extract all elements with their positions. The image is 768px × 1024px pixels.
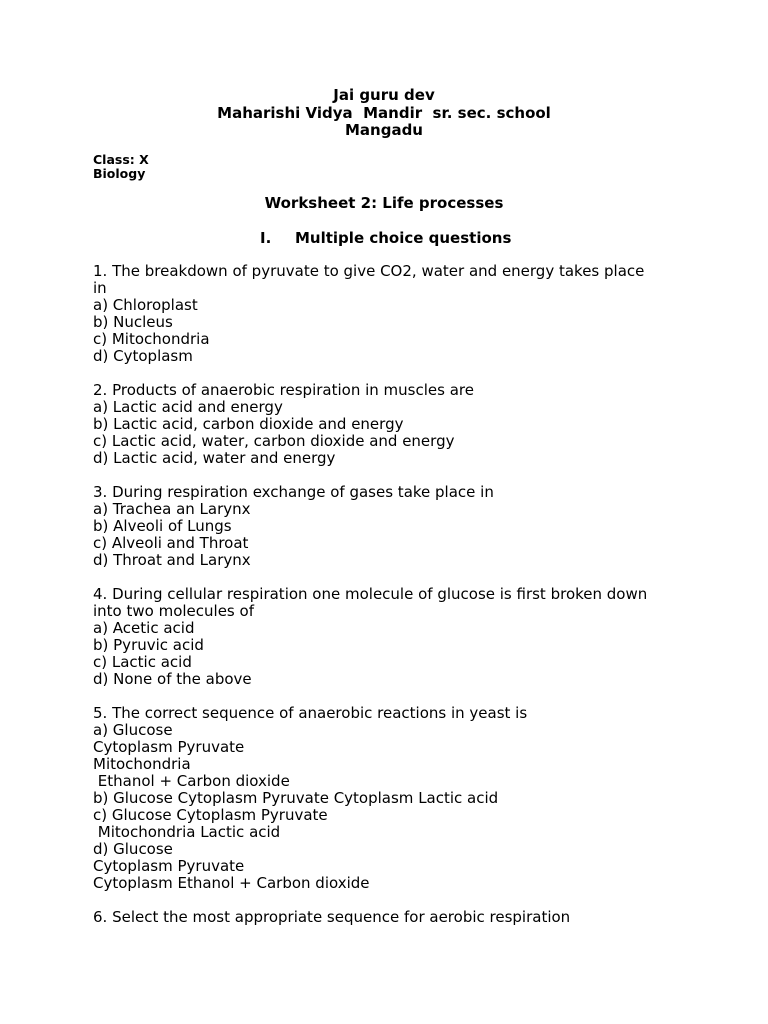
answer-option: b) Pyruvic acid xyxy=(93,636,204,654)
question-text: 4. During cellular respiration one molecule of glucose is first broken down xyxy=(93,585,648,603)
question-text: 2. Products of anaerobic respiration in muscles are xyxy=(93,381,474,399)
worksheet-title: Worksheet 2: Life processes xyxy=(264,194,504,212)
answer-option: a) Glucose xyxy=(93,721,173,739)
school-location: Mangadu xyxy=(344,121,423,139)
class-label: Class: X xyxy=(93,152,149,167)
question-4 xyxy=(93,586,673,688)
answer-option: Cytoplasm Pyruvate xyxy=(93,738,245,756)
answer-option: d) Cytoplasm xyxy=(93,347,193,365)
answer-option: Mitochondria xyxy=(93,755,191,773)
school-header xyxy=(0,87,768,140)
school-name: Maharishi Vidya Mandir sr. sec. school xyxy=(217,103,551,122)
answer-option: b) Glucose Cytoplasm Pyruvate Cytoplasm Lactic acid xyxy=(93,789,499,807)
answer-option: Cytoplasm Pyruvate xyxy=(93,857,245,875)
answer-option: d) Throat and Larynx xyxy=(93,551,251,569)
answer-option: b) Alveoli of Lungs xyxy=(93,517,232,535)
answer-option: d) Lactic acid, water and energy xyxy=(93,449,336,467)
question-2 xyxy=(93,382,673,467)
section-number: I. xyxy=(260,229,272,247)
answer-option: a) Acetic acid xyxy=(93,619,195,637)
answer-option: Mitochondria Lactic acid xyxy=(93,823,281,841)
answer-option: c) Alveoli and Throat xyxy=(93,534,249,552)
subject-label: Biology xyxy=(93,166,146,181)
question-list xyxy=(93,263,673,943)
answer-option: c) Glucose Cytoplasm Pyruvate xyxy=(93,806,328,824)
section-heading xyxy=(260,229,511,247)
answer-option: into two molecules of xyxy=(93,602,254,620)
question-5 xyxy=(93,705,673,892)
answer-option: c) Lactic acid, water, carbon dioxide and energy xyxy=(93,432,455,450)
answer-option: d) Glucose xyxy=(93,840,173,858)
answer-option: c) Lactic acid xyxy=(93,653,192,671)
class-info xyxy=(93,153,149,181)
question-6 xyxy=(93,909,673,926)
question-text: 5. The correct sequence of anaerobic reactions in yeast is xyxy=(93,704,528,722)
section-title: Multiple choice questions xyxy=(295,229,512,247)
answer-option: in xyxy=(93,279,107,297)
question-1 xyxy=(93,263,673,365)
answer-option: Cytoplasm Ethanol + Carbon dioxide xyxy=(93,874,370,892)
answer-option: a) Lactic acid and energy xyxy=(93,398,283,416)
answer-option: Ethanol + Carbon dioxide xyxy=(93,772,290,790)
answer-option: a) Trachea an Larynx xyxy=(93,500,251,518)
header-motto: Jai guru dev xyxy=(333,86,435,104)
answer-option: c) Mitochondria xyxy=(93,330,210,348)
question-text: 6. Select the most appropriate sequence for aerobic respiration xyxy=(93,908,571,926)
answer-option: b) Lactic acid, carbon dioxide and energy xyxy=(93,415,404,433)
question-3 xyxy=(93,484,673,569)
answer-option: d) None of the above xyxy=(93,670,252,688)
answer-option: b) Nucleus xyxy=(93,313,173,331)
answer-option: a) Chloroplast xyxy=(93,296,198,314)
question-text: 1. The breakdown of pyruvate to give CO2, water and energy takes place xyxy=(93,262,645,280)
question-text: 3. During respiration exchange of gases take place in xyxy=(93,483,494,501)
